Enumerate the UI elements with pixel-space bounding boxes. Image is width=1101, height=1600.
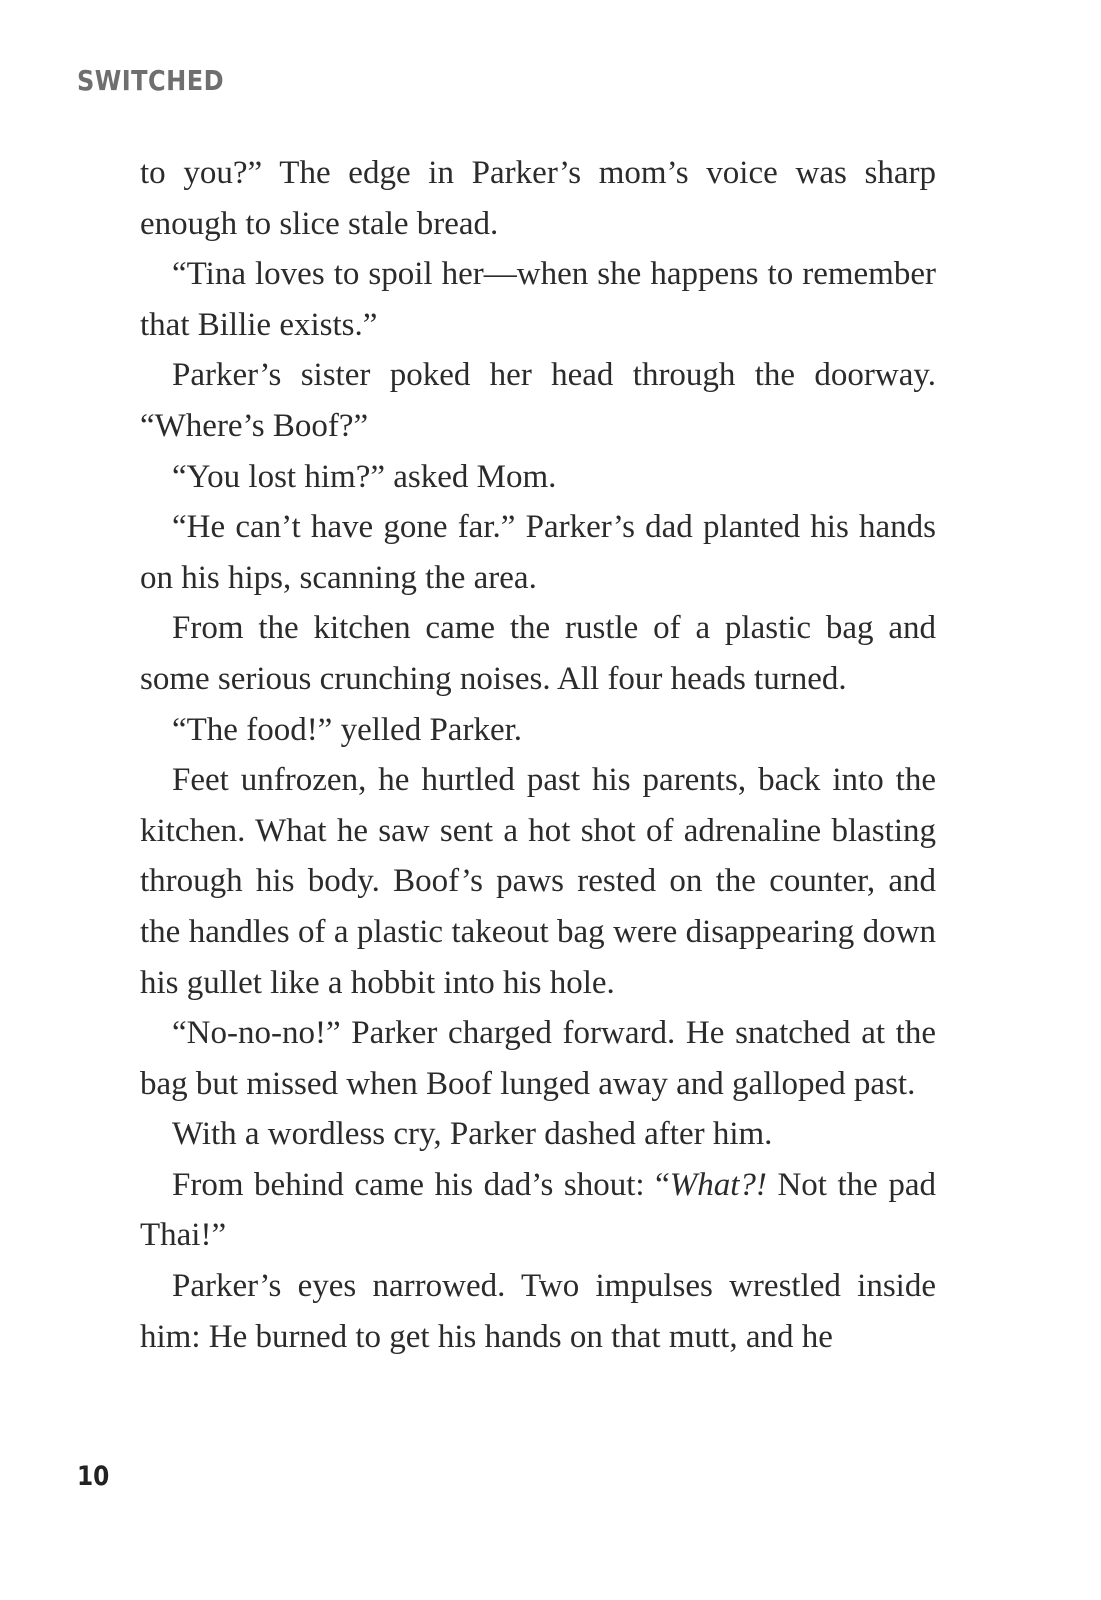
paragraph: “Tina loves to spoil her—when she happens to remember that Billie exists.” — [140, 256, 936, 343]
paragraph: Parker’s sister poked her head through the doorway. “Where’s Boof?” — [140, 357, 936, 444]
paragraph: With a wordless cry, Parker dashed after him. — [172, 1116, 773, 1153]
paragraph: “He can’t have gone far.” Parker’s dad planted his hands on his hips, scanning the area. — [140, 509, 936, 596]
paragraph: From the kitchen came the rustle of a plastic bag and some serious crunching noises. All four heads turned. — [140, 610, 936, 697]
paragraph: “No-no-no!” Parker charged forward. He snatched at the bag but missed when Boof lunged away and galloped past. — [140, 1015, 936, 1102]
paragraph: to you?” The edge in Parker’s mom’s voice was sharp enough to slice stale bread. — [140, 155, 936, 242]
paragraph — [140, 1160, 936, 1261]
body-text — [140, 148, 936, 1362]
paragraph-text: From behind came his dad’s shout: “ — [172, 1166, 670, 1203]
paragraph: Parker’s eyes narrowed. Two impulses wrestled inside him: He burned to get his hands on that mutt, and he — [140, 1268, 936, 1355]
paragraph-text: Not the pad Thai!” — [140, 1166, 936, 1254]
paragraph-emphasis: What?! — [669, 1166, 767, 1203]
paragraph: “The food!” yelled Parker. — [172, 711, 523, 748]
paragraph: “You lost him?” asked Mom. — [172, 458, 557, 495]
running-head: SWITCHED — [77, 64, 224, 97]
paragraph: Feet unfrozen, he hurtled past his parents, back into the kitchen. What he saw sent a hot shot of adrenaline blasting through his body. Boof’s paws rested on the counter, and the handles of a plastic takeout bag were disappearing down his gullet like a hobbit into his hole. — [140, 762, 936, 1001]
page-number: 10 — [77, 1461, 110, 1492]
